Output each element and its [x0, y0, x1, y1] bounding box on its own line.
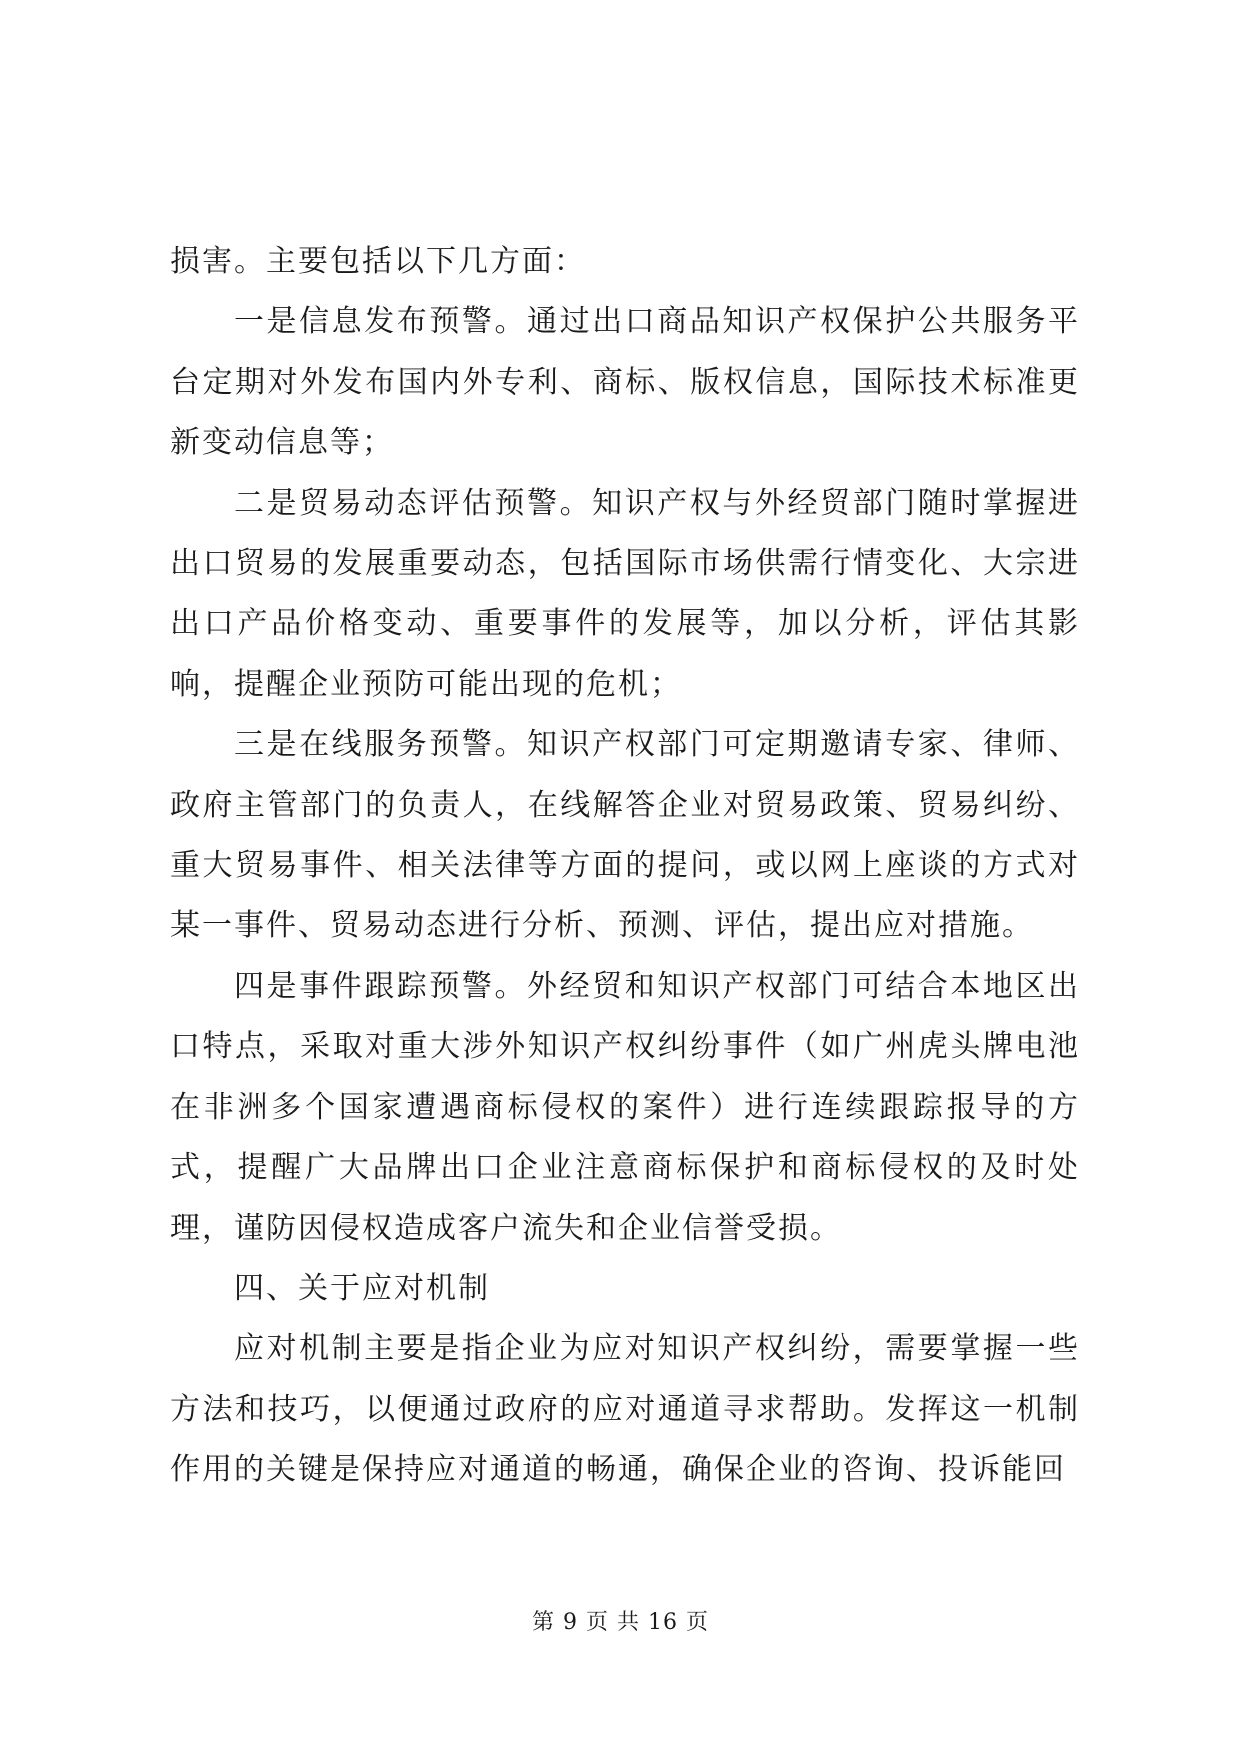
document-body — [170, 232, 1080, 1501]
paragraph-info-warning: 一是信息发布预警。通过出口商品知识产权保护公共服务平台定期对外发布国内外专利、商标、版权信息，国际技术标准更新变动信息等； — [170, 304, 1080, 461]
paragraph-online-warning: 三是在线服务预警。知识产权部门可定期邀请专家、律师、政府主管部门的负责人，在线解答企业对贸易政策、贸易纠纷、重大贸易事件、相关法律等方面的提问，或以网上座谈的方式对某一事件、贸易动态进行分析、预测、评估，提出应对措施。 — [170, 727, 1080, 944]
section-heading-response: 四、关于应对机制 — [234, 1270, 490, 1306]
paragraph-intro-tail: 损害。主要包括以下几方面： — [170, 244, 586, 279]
paragraph-response-mechanism: 应对机制主要是指企业为应对知识产权纠纷，需要掌握一些方法和技巧，以便通过政府的应对通道寻求帮助。发挥这一机制作用的关键是保持应对通道的畅通，确保企业的咨询、投诉能回 — [170, 1331, 1080, 1488]
paragraph-event-warning: 四是事件跟踪预警。外经贸和知识产权部门可结合本地区出口特点，采取对重大涉外知识产权纠纷事件（如广州虎头牌电池在非洲多个国家遭遇商标侵权的案件）进行连续跟踪报导的方式，提醒广大品牌出口企业注意商标保护和商标侵权的及时处理，谨防因侵权造成客户流失和企业信誉受损。 — [170, 968, 1080, 1246]
page-number-footer: 第 9 页 共 16 页 — [532, 1610, 709, 1635]
paragraph-trade-warning: 二是贸易动态评估预警。知识产权与外经贸部门随时掌握进出口贸易的发展重要动态，包括国际市场供需行情变化、大宗进出口产品价格变动、重要事件的发展等，加以分析，评估其影响，提醒企业预防可能出现的危机； — [170, 485, 1080, 702]
